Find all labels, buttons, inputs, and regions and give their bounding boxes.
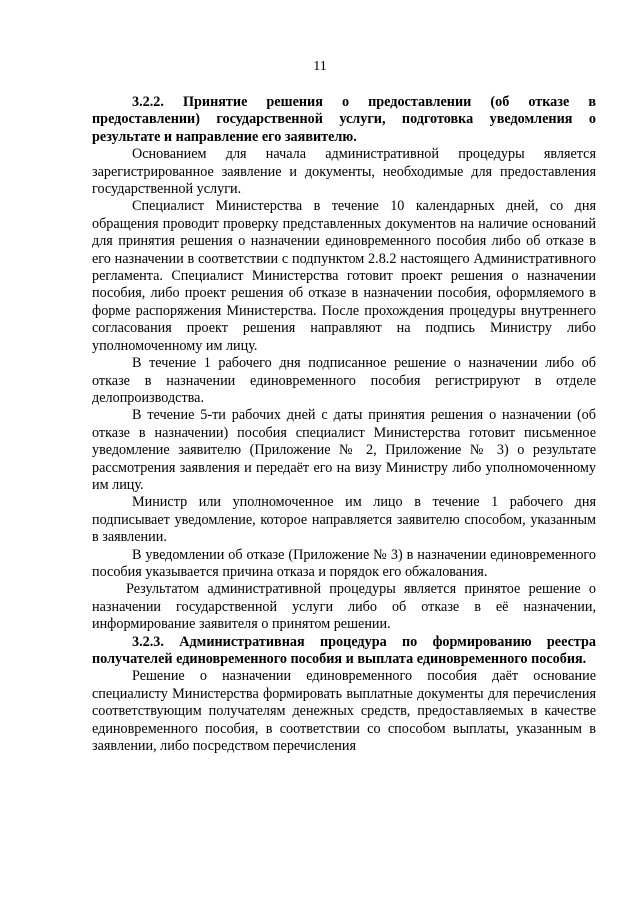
paragraph-minister-signs: Министр или уполномоченное им лицо в течение 1 рабочего дня подписывает уведомление, которое направляется заявителю способом, указанным в заявлении.	[92, 494, 596, 546]
document-body	[92, 94, 596, 755]
paragraph-registration: В течение 1 рабочего дня подписанное решение о назначении либо об отказе в назначении единовременного пособия регистрируют в отделе делопроизводства.	[92, 355, 596, 406]
paragraph-specialist-check: Специалист Министерства в течение 10 календарных дней, со дня обращения проводит проверку представленных документов на наличие оснований для принятия решения о назначении единовременного пособия либо об отказе в его назначении в соответствии с подпунктом 2.8.2 настоящего Административного регламента. Специалист Министерства готовит проект решения о назначении пособия, либо проект решения об отказе в назначении пособия, оформляемого в форме распоряжения Министерства. После прохождения процедуры внутреннего согласования проект решения направляют на подпись Министру либо уполномоченному им лицу.	[92, 198, 596, 354]
paragraph-payment-basis: Решение о назначении единовременного пособия даёт основание специалисту Министерства формировать выплатные документы для перечисления соответствующим получателям денежных средств, предоставляемых в качестве единовременного пособия, в соответствии со способом выплаты, указанным в заявлении, либо посредством перечисления	[92, 668, 596, 755]
paragraph-notification-prep: В течение 5-ти рабочих дней с даты принятия решения о назначении (об отказе в назначении) пособия специалист Министерства готовит письменное уведомление заявителю (Приложение № 2, Приложение № 3) о результате рассмотрения заявления и передаёт его на визу Министру либо уполномоченному им лицу.	[92, 407, 596, 493]
section-heading-3-2-2: 3.2.2. Принятие решения о предоставлении (об отказе в предоставлении) государственной услуги, подготовка уведомления о результате и направление его заявителю.	[92, 94, 596, 145]
page-number: 11	[313, 59, 327, 74]
paragraph-procedure-result: Результатом административной процедуры является принятое решение о назначении государственной услуги либо об отказе в её назначении, информирование заявителя о принятом решении.	[92, 581, 596, 633]
section-heading-3-2-3: 3.2.3. Административная процедура по формированию реестра получателей единовременного пособия и выплата единовременного пособия.	[92, 633, 596, 667]
paragraph-refusal-reason: В уведомлении об отказе (Приложение № 3) в назначении единовременного пособия указывается причина отказа и порядок его обжалования.	[92, 546, 596, 580]
paragraph-basis: Основанием для начала административной процедуры является зарегистрированное заявление и документы, необходимые для предоставления государственной услуги.	[92, 146, 596, 198]
